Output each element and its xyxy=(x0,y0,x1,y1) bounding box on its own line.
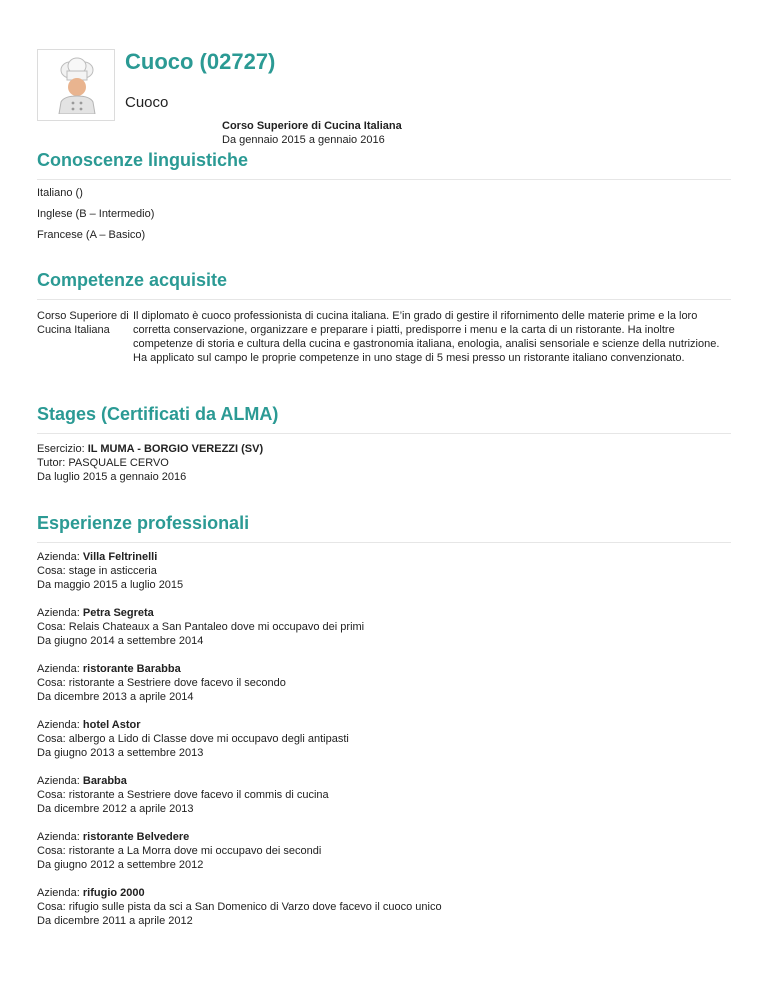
company-label: Azienda: xyxy=(37,887,83,899)
experience-entry xyxy=(37,718,731,760)
company-label: Azienda: xyxy=(37,663,83,675)
experience-entry xyxy=(37,774,731,816)
experience-company xyxy=(37,718,731,732)
experience-dates: Da maggio 2015 a luglio 2015 xyxy=(37,579,184,591)
experience-entry xyxy=(37,830,731,872)
experience-company xyxy=(37,830,731,844)
company-name: Petra Segreta xyxy=(82,607,154,619)
experience-entry xyxy=(37,886,731,928)
experience-what: Cosa: ristorante a La Morra dove mi occupavo dei secondi xyxy=(37,845,322,857)
experience-dates: Da dicembre 2012 a aprile 2013 xyxy=(37,803,194,815)
stage-dates: Da luglio 2015 a gennaio 2016 xyxy=(37,471,187,483)
company-name: hotel Astor xyxy=(82,719,141,731)
section-divider xyxy=(37,179,731,180)
company-name: Villa Feltrinelli xyxy=(82,551,158,563)
experience-dates: Da giugno 2013 a settembre 2013 xyxy=(37,747,204,759)
experience-dates: Da giugno 2014 a settembre 2014 xyxy=(37,635,204,647)
stages-heading: Stages (Certificati da ALMA) xyxy=(37,404,279,424)
experience-what: Cosa: stage in asticceria xyxy=(37,565,157,577)
stage-place-label: Esercizio: xyxy=(37,443,88,455)
section-divider xyxy=(37,433,731,434)
experience-entry xyxy=(37,550,731,592)
company-label: Azienda: xyxy=(37,719,83,731)
chef-avatar-icon xyxy=(50,56,104,114)
company-name: Barabba xyxy=(82,775,127,787)
language-item: Francese (A – Basico) xyxy=(37,229,146,241)
skills-description: Il diplomato è cuoco professionista di cucina italiana. E’in grado di gestire il rifornimento delle materie prime e la loro corretta conservazione, organizzare e preparare i piatti, predisporre i menu e la carta di un ristorante. Ha inoltre competenze di storia e cultura della cucina e gastronomia italiana, enologia, analisi sensoriale e scienze della nutrizione. Ha applicato sul campo le proprie competenze in uno stage di 5 mesi presso un ristorante italiano convenzionato. xyxy=(133,310,720,364)
company-label: Azienda: xyxy=(37,607,83,619)
experience-what: Cosa: ristorante a Sestriere dove facevo il commis di cucina xyxy=(37,789,329,801)
experience-heading: Esperienze professionali xyxy=(37,513,250,533)
company-label: Azienda: xyxy=(37,831,83,843)
page-title: Cuoco (02727) xyxy=(125,49,276,74)
course-name: Corso Superiore di Cucina Italiana xyxy=(222,120,402,132)
experience-entry xyxy=(37,662,731,704)
experience-what: Cosa: ristorante a Sestriere dove facevo il secondo xyxy=(37,677,286,689)
skills-heading: Competenze acquisite xyxy=(37,270,228,290)
experience-company xyxy=(37,886,731,900)
company-name: ristorante Barabba xyxy=(82,663,181,675)
languages-heading: Conoscenze linguistiche xyxy=(37,150,249,170)
company-name: ristorante Belvedere xyxy=(82,831,190,843)
language-item: Italiano () xyxy=(37,187,83,199)
course-dates: Da gennaio 2015 a gennaio 2016 xyxy=(222,134,385,146)
language-item: Inglese (B – Intermedio) xyxy=(37,208,155,220)
experience-company xyxy=(37,662,731,676)
stage-entry xyxy=(37,442,731,484)
experience-dates: Da giugno 2012 a settembre 2012 xyxy=(37,859,204,871)
experience-dates: Da dicembre 2011 a aprile 2012 xyxy=(37,915,193,927)
section-divider xyxy=(37,542,731,543)
experience-entry xyxy=(37,606,731,648)
stage-place-name: IL MUMA - BORGIO VEREZZI (SV) xyxy=(87,443,264,455)
experience-company xyxy=(37,606,731,620)
company-label: Azienda: xyxy=(37,551,83,563)
experience-what: Cosa: Relais Chateaux a San Pantaleo dove mi occupavo dei primi xyxy=(37,621,365,633)
job-subtitle: Cuoco xyxy=(125,94,169,111)
profile-photo xyxy=(37,49,115,121)
course-info xyxy=(222,119,402,147)
experience-company xyxy=(37,550,731,564)
company-label: Azienda: xyxy=(37,775,83,787)
experience-what: Cosa: rifugio sulle pista da sci a San Domenico di Varzo dove facevo il cuoco unico xyxy=(37,901,442,913)
experience-dates: Da dicembre 2013 a aprile 2014 xyxy=(37,691,194,703)
company-name: rifugio 2000 xyxy=(82,887,145,899)
section-divider xyxy=(37,299,731,300)
experience-what: Cosa: albergo a Lido di Classe dove mi occupavo degli antipasti xyxy=(37,733,349,745)
experience-company xyxy=(37,774,731,788)
skills-course-label: Corso Superiore di Cucina Italiana xyxy=(37,310,129,336)
stage-place xyxy=(37,442,731,456)
stage-tutor: Tutor: PASQUALE CERVO xyxy=(37,457,169,469)
